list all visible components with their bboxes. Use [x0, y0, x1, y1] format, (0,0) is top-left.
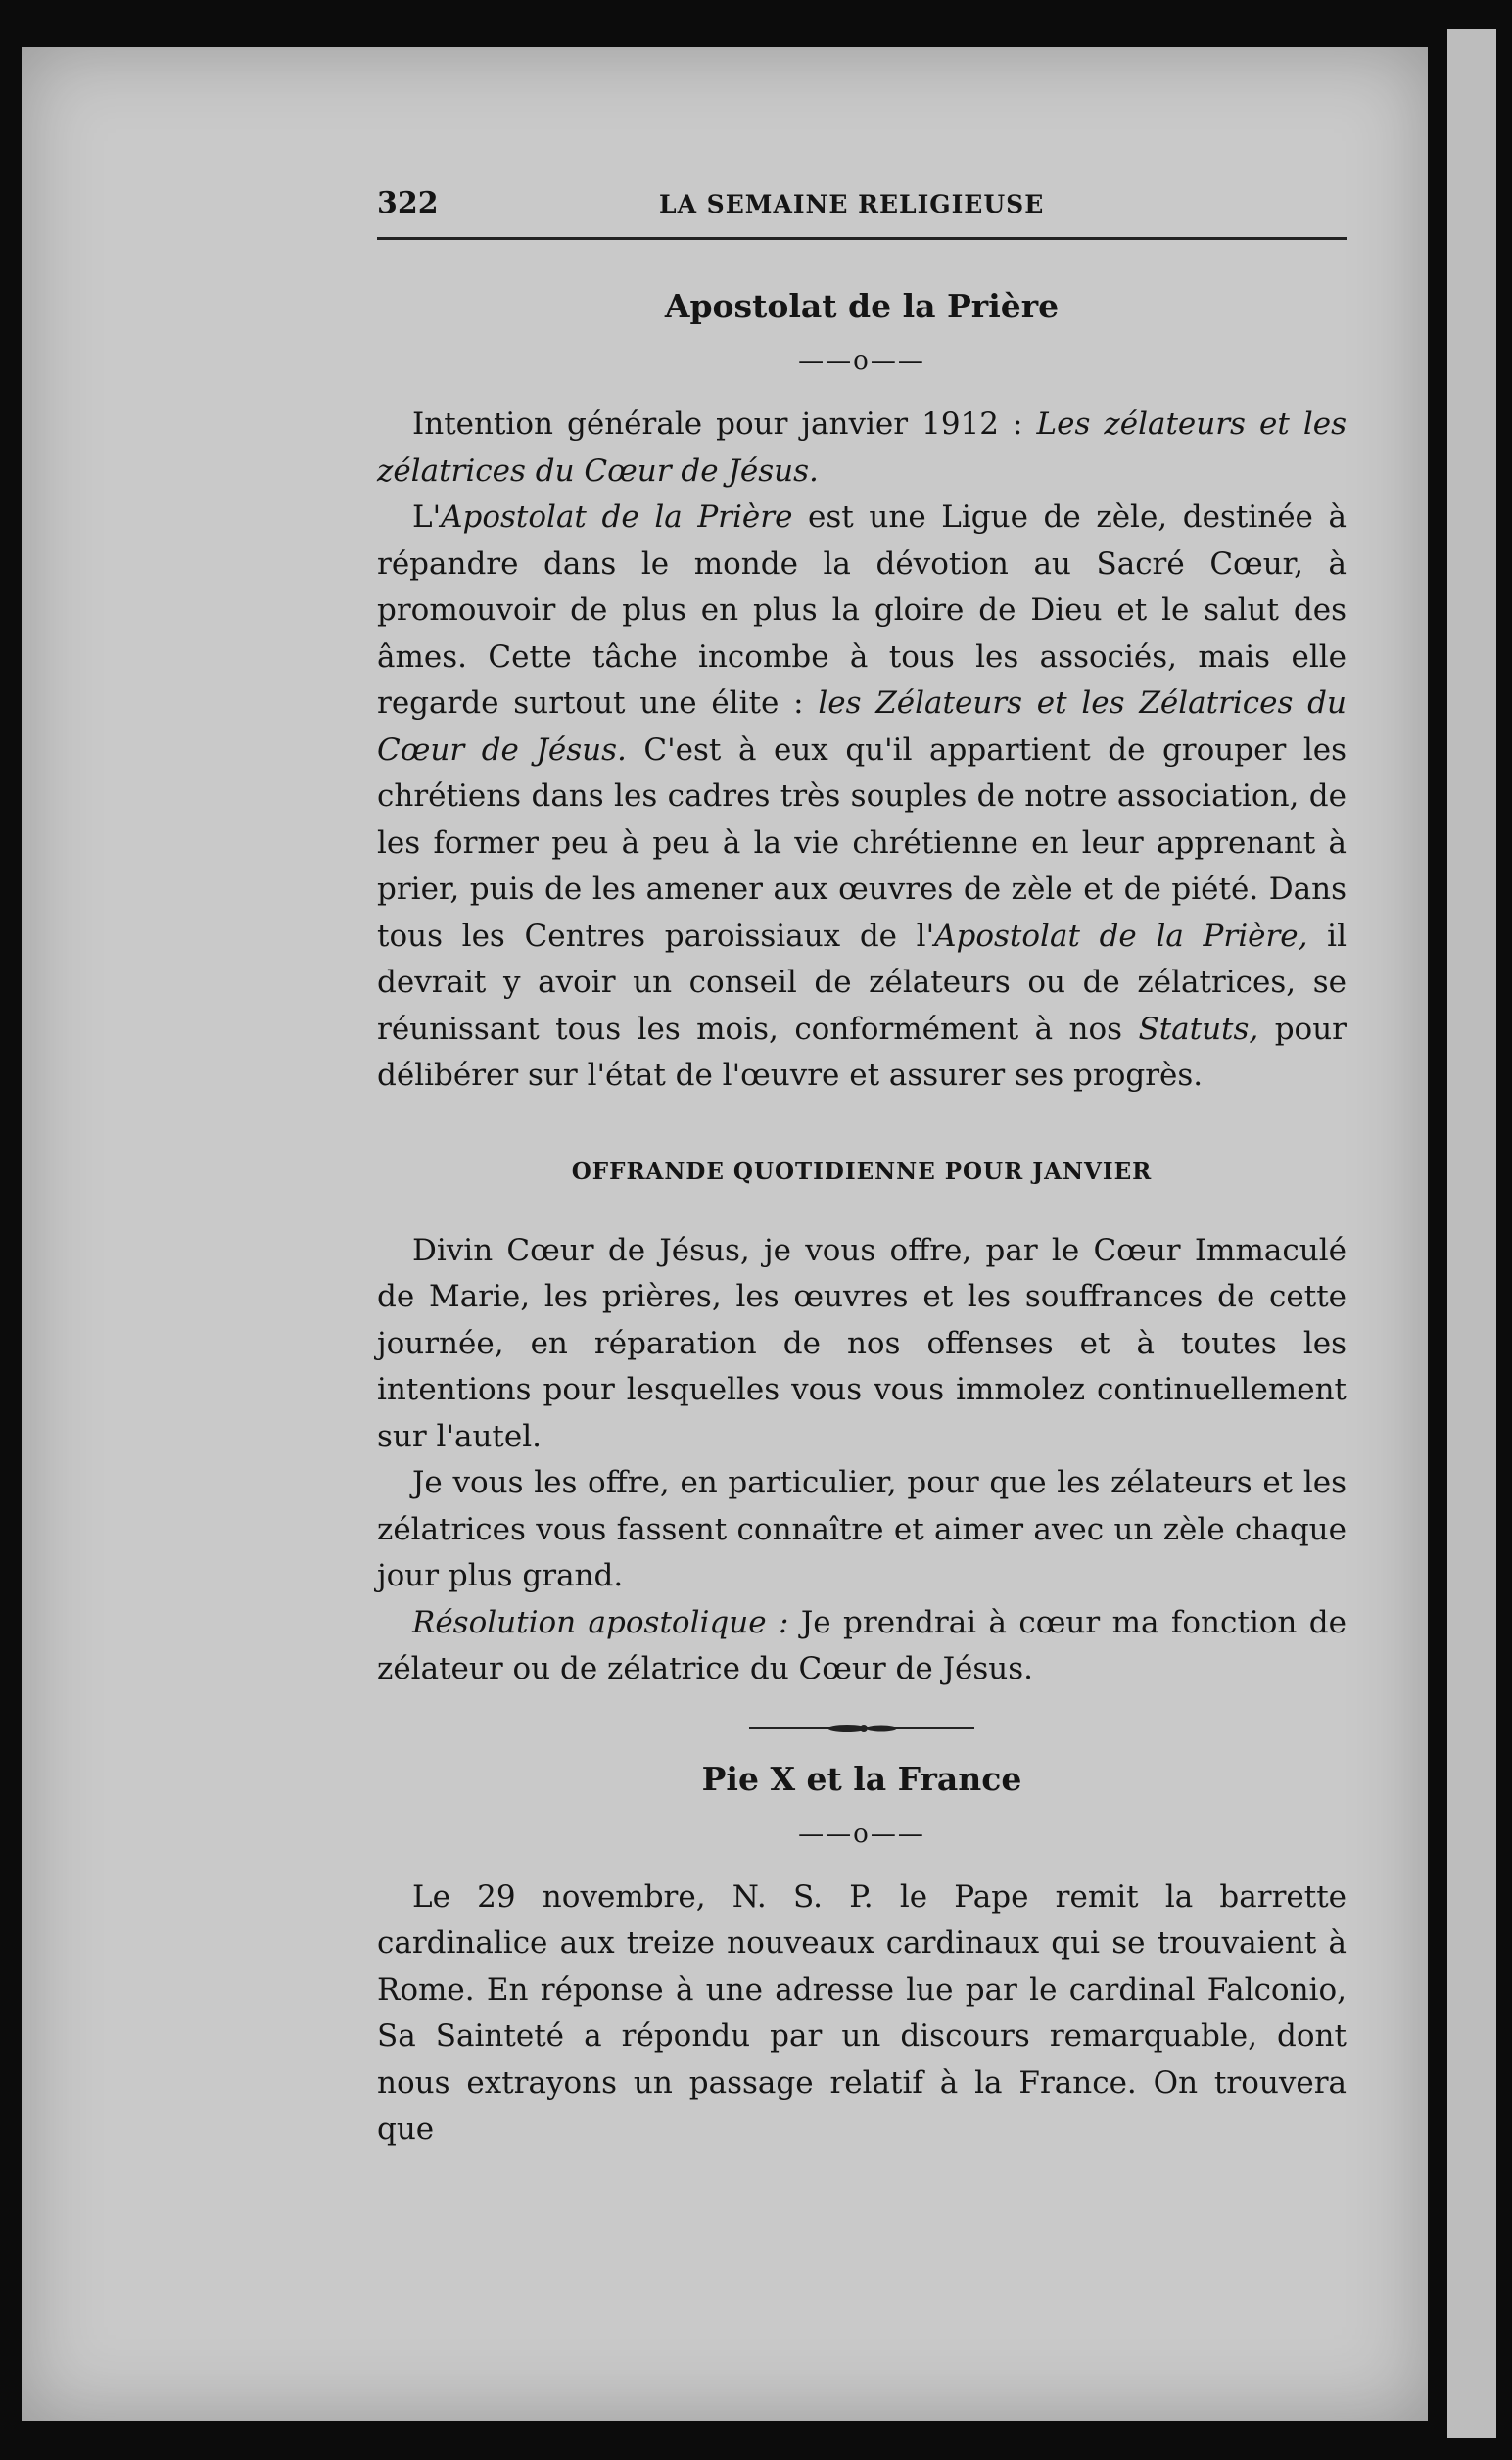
section-title-pie-x: Pie X et la France — [701, 1759, 1022, 1798]
intention-lead: Intention générale pour janvier 1912 : — [412, 406, 1037, 442]
text-run: il devrait y avoir un conseil de zélateurs ou de zélatrices, se réunissant tous les mois, conformément à nos — [377, 918, 1347, 1047]
text-run: C'est à eux qu'il appartient de grouper les chrétiens dans les cadres très souples de notre association, de les former peu à peu à la vie chrétienne en leur apprenant à prier, puis de les amener aux œuvres de zèle et de piété. Dans tous les Centres paroissiaux de l' — [377, 732, 1347, 954]
pie-x-paragraph: Le 29 novembre, N. S. P. le Pape remit la barrette cardinalice aux treize nouveaux cardinaux qui se trouvaient à Rome. En réponse à une adresse lue par le cardinal Falconio, Sa Sainteté a répondu par un discours remarquable, dont nous extrayons un passage relatif à la France. On trouvera que — [377, 1878, 1347, 2147]
italic-run: Apostolat de la Prière, — [934, 918, 1308, 954]
intention-paragraph — [377, 402, 1347, 495]
offrande-heading: OFFRANDE QUOTIDIENNE POUR JANVIER — [571, 1158, 1153, 1185]
resolution-paragraph — [377, 1600, 1347, 1693]
running-title: LA SEMAINE RELIGIEUSE — [659, 190, 1045, 218]
offrande-paragraph-1: Divin Cœur de Jésus, je vous offre, par le Cœur Immaculé de Marie, les prières, les œuvres et les souffrances de cette journée, en réparation de nos offenses et à toutes les intentions pour lesquelles vous vous immolez continuellement sur l'autel. — [377, 1232, 1347, 1454]
section-separator: ——o—— — [798, 347, 925, 376]
ornament-divider — [749, 1719, 974, 1738]
intention-italic: Les zélateurs et les zélatrices du Cœur de Jésus. — [377, 406, 1347, 489]
italic-run: Apostolat de la Prière — [441, 499, 793, 535]
italic-run: les Zélateurs et les Zélatrices du Cœur de Jésus. — [377, 686, 1347, 768]
running-header — [377, 186, 1347, 240]
offrande-paragraph-2: Je vous les offre, en particulier, pour que les zélateurs et les zélatrices vous fassent connaître et aimer avec un zèle chaque jour plus grand. — [377, 1465, 1347, 1593]
resolution-italic: Résolution apostolique : — [412, 1604, 789, 1640]
resolution-text: Je prendrai à cœur ma fonction de zélateur ou de zélatrice du Cœur de Jésus. — [377, 1604, 1347, 1686]
section-title-apostolat: Apostolat de la Prière — [664, 287, 1060, 325]
adjacent-page-edge — [1447, 29, 1496, 2438]
text-run: pour délibérer sur l'état de l'œuvre et assurer ses progrès. — [377, 1011, 1347, 1093]
section-separator: ——o—— — [798, 1819, 925, 1849]
page-number: 322 — [377, 186, 439, 220]
italic-run: Statuts, — [1138, 1011, 1259, 1047]
page-content — [377, 186, 1347, 2153]
text-run: L' — [412, 499, 442, 535]
text-run: est une Ligue de zèle, destinée à répandre dans le monde la dévotion au Sacré Cœur, à promouvoir de plus en plus la gloire de Dieu et le salut des âmes. Cette tâche incombe à tous les associés, mais elle regarde surtout une élite : — [377, 499, 1347, 721]
apostolat-paragraph — [377, 495, 1347, 1100]
